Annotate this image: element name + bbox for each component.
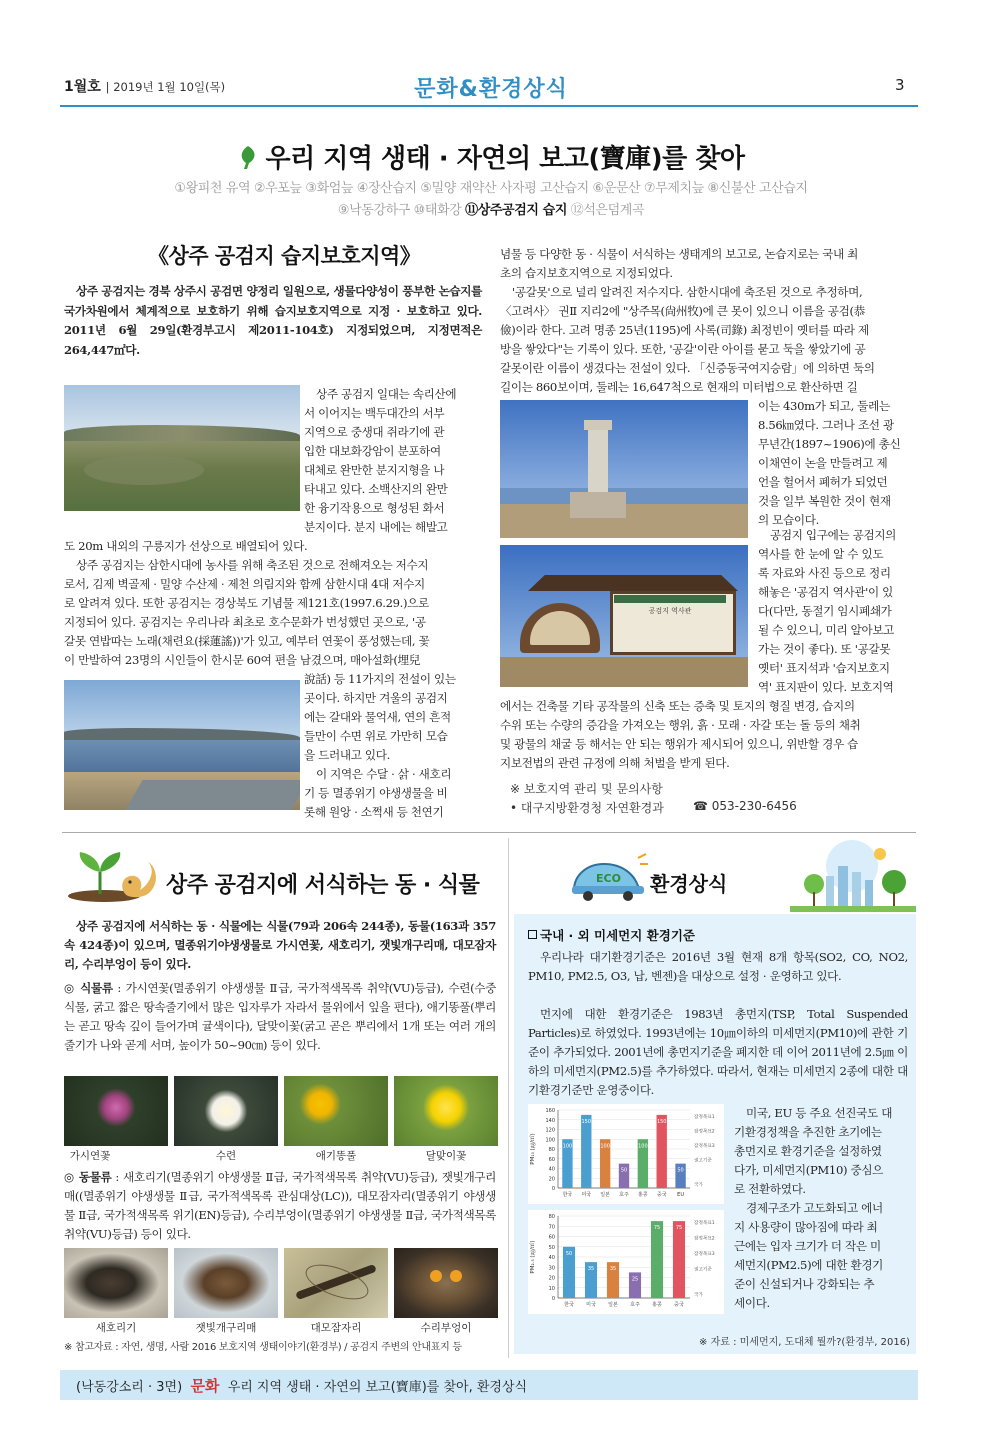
series-current: ⑪상주공검지 습지	[465, 203, 567, 218]
column-divider	[508, 838, 509, 1358]
x-tick-label: 한국	[562, 1192, 573, 1198]
plant-photo-dalmaji	[394, 1076, 498, 1146]
x-tick-label: 미국	[581, 1192, 592, 1198]
article-r1: 념물 등 다양한 동 · 식물이 서식하는 생태계의 보고로, 논습지로는 국내 최 초의 습지보호지역으로 지정되었다.	[500, 247, 858, 280]
bar-value-label: 150	[581, 1118, 592, 1125]
y-tick-label: 80	[548, 1147, 555, 1153]
y-tick-label: 160	[545, 1108, 555, 1114]
article-r2-narrow: 이는 430m가 되고, 둘레는 8.56㎞였다. 그러나 조선 광 무년간(1897~1906)에 총신 이채연이 논을 만들려고 제 언을 헐어서 폐허가 되었던 것을 일부 복원한 것이 현재 의 모습이다.	[758, 399, 901, 527]
y-tick-label: 0	[551, 1186, 555, 1192]
y-tick-label: 60	[548, 1234, 555, 1241]
bar-value-label: 100	[600, 1143, 610, 1150]
plants-paragraph: ◎ 식물류 : 가시연꽃(멸종위기 야생생물 Ⅱ급, 국가적색목록 취약(VU)등급), 수련(수중 식물, 굵고 짧은 땅속줄기에서 많은 입자루가 자라서 물위에서 잎을 편다), 애기똥풀(뿌리는 곧고 땅속 깊이 들어가며 귤색이다), 달맞이꽃(굵고 곧은 뿌리에서 1개 또는 여러 개의 줄기가 나와 곧게 서며, 높이가 50~90㎝) 등이 있다.	[64, 981, 496, 1052]
plant-caption: 달맞이꽃	[425, 1150, 467, 1162]
article-r2-wide: '공갈못'으로 널리 알려진 저수지다. 삼한시대에 축조된 것으로 추정하며, 〈고려사〉 권Ⅱ 지리2에 "상주목(尙州牧)에 큰 못이 있으니 이름을 공검(恭 儉)이라 한다. 고려 명종 25년(1195)에 사록(司錄) 최정빈이 옛터를 따라 제 방을 쌓았다"는 기록이 있다. 또한, '공갈'이란 아이를 묻고 둑을 쌓았기에 공 갈못이란 이름이 생겼다는 전설이 있다. 「신증동국여지승람」에 의하면 둑의 길이는 860보이며, 둘레는 16,647척으로 현재의 미터법으로 환산하면 길	[500, 285, 875, 394]
x-tick-label: 호주	[619, 1192, 629, 1198]
wetland-reeds-photo	[64, 385, 300, 511]
reference-note: ※ 참고자료 : 자연, 생명, 사람 2016 보호지역 생태이야기(환경부) / 공검지 주변의 안내표지 등	[64, 1342, 462, 1353]
contact-org: • 대구지방환경청 자연환경과	[510, 801, 664, 815]
animal-caption: 수리부엉이	[420, 1322, 472, 1334]
y-tick-label: 10	[548, 1285, 555, 1292]
footer-title: 우리 지역 생태 · 자연의 보고(寶庫)를 찾아, 환경상식	[227, 1380, 528, 1395]
y-tick-label: 20	[548, 1176, 555, 1183]
pm10-chart-box	[528, 1104, 724, 1204]
x-tick-label: 일본	[608, 1302, 618, 1308]
level-label: 잠정목표1	[694, 1221, 715, 1226]
level-label: 잠정목표3	[694, 1252, 715, 1257]
x-tick-label: EU	[677, 1192, 684, 1198]
page-number: 3	[895, 76, 905, 94]
plant-photo-gasiyeon	[64, 1076, 168, 1146]
bar	[581, 1115, 591, 1188]
bar	[657, 1115, 667, 1188]
env-p2: 먼지에 대한 환경기준은 1983년 총먼지(TSP, Total Suspended Particles)로 하였었다. 1993년에는 10㎛이하의 미세먼지(PM10)에 관한 기준이 추가되었다. 2001년에 총먼지기준을 폐지한 데 이어 2011년에 2.5㎛ 이하의 미세먼지(PM2.5)를 추가하였다. 따라서, 현재는 미세먼지 2종에 대한 대기환경기준만 운영중이다.	[528, 1007, 908, 1097]
y-axis-label: PM₁₀ (㎍/㎥)	[530, 1133, 536, 1165]
animals-label: ◎ 동물류	[64, 1170, 112, 1184]
footer-brand: 문화	[190, 1377, 220, 1395]
y-tick-label: 100	[545, 1137, 555, 1144]
bar-value-label: 35	[587, 1266, 595, 1273]
x-tick-label: 홍콩	[652, 1302, 662, 1308]
x-tick-label: 한국	[564, 1302, 574, 1308]
x-tick-label: 미국	[586, 1302, 596, 1308]
issue-info: 1월호 | 2019년 1월 10일(목)	[64, 79, 226, 95]
animal-photo-daemo	[284, 1248, 388, 1318]
level-label: 잠정목표3	[694, 1144, 715, 1149]
animal-photo-jaetbit	[174, 1248, 278, 1318]
leaf-icon	[237, 144, 259, 170]
article-p1-wide: 도 20m 내외의 구릉지가 선상으로 배열되어 있다.	[64, 539, 308, 553]
y-tick-label: 120	[545, 1127, 555, 1134]
animal-caption: 대모잠자리	[310, 1322, 362, 1334]
issue-date: 2019년 1월 10일(목)	[113, 80, 226, 94]
y-tick-label: 40	[548, 1255, 555, 1261]
contact-label: ※ 보호지역 관리 및 문의사항	[510, 782, 663, 796]
article-p2-wide: 상주 공검지는 삼한시대에 농사를 위해 축조된 것으로 전해져오는 저수지 로서, 김제 벽골제 · 밀양 수산제 · 제천 의림지와 함께 삼한시대 4대 저수지 로 알려져 있다. 또한 공검지는 경상북도 기념물 제121호(1997.6.29.)으로 지정되어 있다. 공검지는 우리나라 최초로 호수문화가 번성했던 곳으로, '공 갈못 연밥따는 노래(채련요(採蓮謠))'가 있고, 예부터 연꽃이 풍성했는데, 꽃 이 만발하여 23명의 시인들이 한시문 60여 편을 남겼으며, 매아설화(埋兒	[64, 558, 430, 667]
plant-caption: 가시연꽃	[69, 1150, 111, 1162]
y-tick-label: 40	[548, 1166, 555, 1173]
section-divider	[62, 832, 916, 833]
plant-caption: 애기똥풀	[315, 1150, 357, 1162]
animal-caption: 잿빛개구리매	[195, 1322, 257, 1334]
env-p4: 경제구조가 고도화되고 에너 지 사용량이 많아짐에 따라 최 근에는 입자 크기가 더 작은 미 세먼지(PM2.5)에 대한 환경기 준이 신설되거나 강화되는 추 세이다.	[734, 1201, 884, 1310]
flora-fauna-intro: 상주 공검지에 서식하는 동 · 식물에는 식물(79과 206속 244종), 동물(163과 357속 424종)이 있으며, 멸종위기야생생물로 가시연꽃, 새호리기, 잿빛개구리매, 대모잠자리, 수리부엉이 등이 있다.	[64, 919, 496, 971]
env-p1: 우리나라 대기환경기준은 2016년 3월 현재 8개 항목(SO2, CO, NO2, PM10, PM2.5, O3, 납, 벤젠)을 대상으로 설정 · 운영하고 있다.	[528, 950, 908, 983]
pm25-chart	[528, 1210, 724, 1314]
plant-caption: 수련	[215, 1150, 237, 1162]
right-axis-label: 국가	[694, 1293, 703, 1298]
winter-lake-photo	[64, 680, 300, 810]
x-tick-label: 일본	[600, 1192, 610, 1198]
y-axis-label: PM₂.₅ (㎍/㎥)	[530, 1240, 536, 1274]
article-p3-narrow: 이 지역은 수달 · 삵 · 새호리 기 등 멸종위기 야생생물을 비 롯해 원앙 · 소쩍새 등 천연기	[304, 767, 452, 819]
checkbox-bullet-icon	[528, 930, 537, 939]
bar-value-label: 75	[653, 1225, 661, 1232]
bar-value-label: 75	[675, 1225, 683, 1232]
info-board-photo	[500, 545, 748, 687]
y-tick-label: 140	[545, 1117, 555, 1124]
plant-photo-aegittongpul	[284, 1076, 388, 1146]
issue-label: 1월호	[64, 79, 101, 95]
animal-photo-saehorigi	[64, 1248, 168, 1318]
x-tick-label: 중국	[674, 1302, 684, 1308]
x-tick-label: 중국	[656, 1192, 667, 1198]
animal-photo-suri	[394, 1248, 498, 1318]
flora-fauna-title: 상주 공검지에 서식하는 동 · 식물	[166, 873, 480, 898]
bar	[673, 1221, 685, 1298]
eco-city-icon	[790, 836, 916, 914]
pm25-chart-box	[528, 1210, 724, 1314]
right-axis-label: 국가	[694, 1183, 703, 1188]
plants-label: ◎ 식물류	[64, 981, 113, 995]
animals-paragraph: ◎ 동물류 : 새호리기(멸종위기 야생생물 Ⅱ급, 국가적색목록 취약(VU)등급), 잿빛개구리매((멸종위기 야생생물 Ⅱ급, 국가적색목록 관심대상(LC)), 대모잠자리(멸종위기 야생생물 Ⅱ급, 국가적색목록 위기(EN)등급), 수리부엉이(멸종위기 야생생물 Ⅱ급, 국가적색목록 취약(VU)등급) 등이 있다.	[64, 1170, 496, 1241]
bar-value-label: 35	[609, 1266, 617, 1273]
level-label: 권고기준	[694, 1158, 712, 1164]
footer-text	[76, 1375, 527, 1396]
animal-caption: 새호리기	[95, 1322, 137, 1334]
env-subtitle: 국내 · 외 미세먼지 환경기준	[528, 926, 695, 944]
section-title: 문화&환경상식	[414, 77, 568, 102]
x-tick-label: 호주	[630, 1302, 640, 1308]
main-title: 우리 지역 생태 · 자연의 보고(寶庫)를 찾아	[0, 138, 982, 175]
info-board-sign-text: 공검지 역사관	[648, 607, 692, 615]
article-p1-narrow: 상주 공검지 일대는 속리산에 서 이어지는 백두대간의 서부 지역으로 중생대 쥐라기에 관 입한 대보화강암이 분포하여 대체로 완만한 분지지형을 나 타내고 있다. 소백산지의 완만 한 융기작용으로 형성된 화서 분지이다. 분지 내에는 해발고	[304, 387, 457, 534]
bar-value-label: 150	[656, 1118, 667, 1125]
env-title: 환경상식	[650, 872, 728, 896]
footer-prefix: (낙동강소리 · 3면)	[76, 1380, 183, 1395]
env-p3: 미국, EU 등 주요 선진국도 대 기환경정책을 추진한 초기에는 총먼지로 환경기준을 설정하였 다가, 미세먼지(PM10) 중심으 로 전환하였다.	[734, 1106, 893, 1196]
level-label: 잠정목표2	[694, 1129, 715, 1135]
bar-value-label: 100	[562, 1143, 573, 1150]
contact-phone: ☎ 053-230-6456	[693, 799, 797, 813]
x-tick-label: 홍콩	[638, 1192, 648, 1198]
bar-value-label: 50	[677, 1167, 684, 1174]
y-tick-label: 50	[548, 1244, 555, 1251]
header-rule	[60, 105, 918, 107]
y-tick-label: 70	[548, 1224, 555, 1231]
y-tick-label: 80	[548, 1214, 555, 1220]
article-r3-narrow: 공검지 입구에는 공검지의 역사를 한 눈에 알 수 있도 록 자료와 사진 등으로 정리 해놓은 '공검지 역사관'이 있 다(다만, 동절기 임시폐쇄가 될 수 있으니, 미리 알아보고 가는 것이 좋다). 또 '공갈못 옛터' 표지석과 '습지보호지 역' 표지판이 있다. 보호지역	[758, 528, 897, 694]
y-tick-label: 30	[548, 1265, 555, 1272]
article-p2-narrow: 說話) 등 11가지의 전설이 있는 곳이다. 하지만 겨울의 공검지 에는 갈대와 물억새, 연의 흔적 들만이 수면 위로 가만히 모습 을 드러내고 있다.	[304, 672, 456, 762]
bar-value-label: 50	[565, 1250, 573, 1257]
level-label: 잠정목표1	[694, 1115, 715, 1120]
article-lead: 상주 공검지는 경북 상주시 공검면 양정리 일원으로, 생물다양성이 풍부한 논습지를 국가차원에서 체계적으로 보호하기 위해 습지보호지역으로 지정 · 보호하고 있다. 2011년 6월 29일(환경부고시 제2011-104호) 지정되었으며, 지정면적은 264,447㎡다.	[64, 284, 482, 357]
bar-value-label: 100	[638, 1143, 648, 1150]
eco-label: ECO	[596, 872, 621, 885]
level-label: 잠정목표2	[694, 1236, 715, 1242]
level-label: 권고기준	[694, 1267, 712, 1273]
env-source: ※ 자료 : 미세먼지, 도대체 뭘까?(환경부, 2016)	[699, 1337, 910, 1348]
article-r3-wide: 에서는 건축물 기타 공작물의 신축 또는 증축 및 토지의 형질 변경, 습지의 수위 또는 수량의 증감을 가져오는 행위, 흙 · 모래 · 자갈 또는 돌 등의 채취 및 광물의 채굴 등 해서는 안 되는 행위가 제시되어 있으니, 위반할 경우 습 지보전법의 관련 규정에 의해 처벌을 받게 된다.	[500, 699, 861, 770]
article-title: 《상주 공검지 습지보호지역》	[148, 244, 421, 268]
series-list-line1: ①왕피천 유역 ②우포늪 ③화엄늪 ④장산습지 ⑤밀양 재약산 사자평 고산습지 ⑥운문산 ⑦무제치늪 ⑧신불산 고산습지	[174, 181, 808, 196]
bar-value-label: 25	[631, 1276, 639, 1283]
y-tick-label: 0	[551, 1296, 555, 1302]
sprout-squirrel-icon	[64, 848, 160, 902]
series-list-line2: ⑨낙동강하구 ⑩태화강 ⑪상주공검지 습지 ⑫석은덤계곡	[337, 203, 645, 218]
pm10-chart	[528, 1104, 724, 1204]
y-tick-label: 20	[548, 1275, 555, 1282]
y-tick-label: 60	[548, 1156, 555, 1163]
eco-car-icon	[568, 850, 648, 902]
bar	[651, 1221, 663, 1298]
plant-photo-suryeon	[174, 1076, 278, 1146]
monument-photo	[500, 400, 748, 538]
bar-value-label: 50	[620, 1167, 628, 1174]
